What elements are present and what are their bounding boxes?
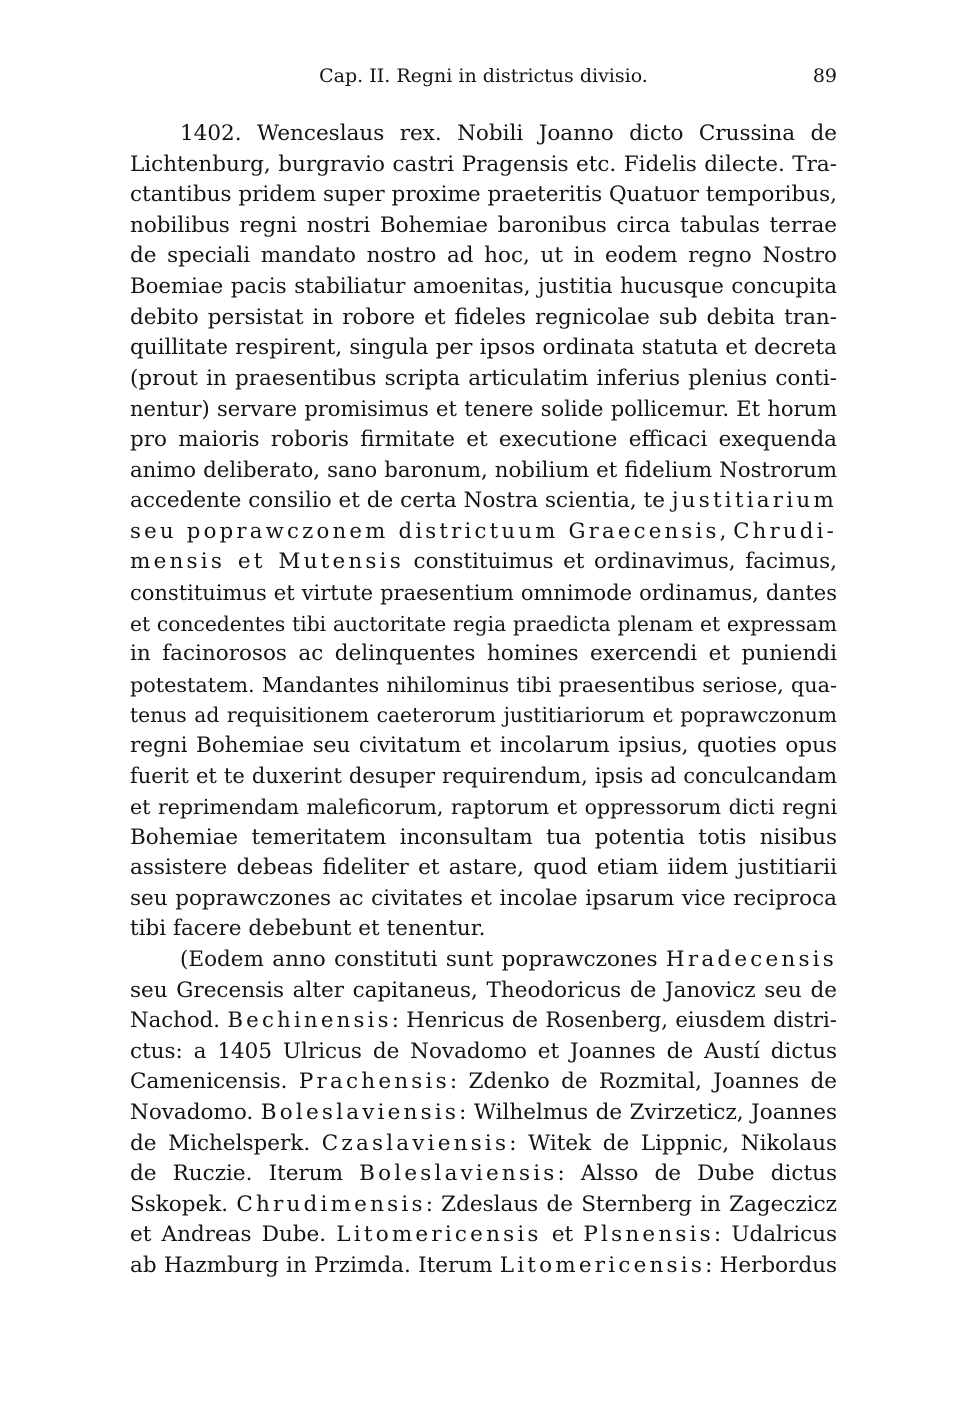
running-head xyxy=(130,62,837,90)
text-line xyxy=(130,1129,837,1160)
text-run: Sskopek. xyxy=(130,1191,237,1217)
spaced-term: mensis et Mutensis xyxy=(130,549,404,575)
text-line: constituimus et virtute praesentium omnimode ordinamus, dantes xyxy=(130,580,837,605)
text-line xyxy=(130,945,837,976)
text-line: Boemiae pacis stabiliatur amoenitas, justitia hucusque concupita xyxy=(130,273,837,299)
text-line: debito persistat in robore et fideles regnicolae sub debita tran- xyxy=(130,304,837,330)
text-line: nobilibus regni nostri Bohemiae baronibus circa tabulas terrae xyxy=(130,212,837,238)
text-line: Lichtenburg, burgravio castri Pragensis etc. Fidelis dilecte. Tra- xyxy=(130,151,837,177)
text-line xyxy=(130,1067,837,1098)
spaced-term: seu poprawczonem districtuum Graecensis xyxy=(130,518,720,544)
text-line: de speciali mandato nostro ad hoc, ut in eodem regno Nostro xyxy=(130,243,837,269)
text-line: quillitate respirent, singula per ipsos ordinata statuta et decreta xyxy=(130,335,837,361)
text-line: seu poprawczones ac civitates et incolae ipsarum vice reciproca xyxy=(130,885,837,911)
text-line xyxy=(130,517,837,548)
text-run: : Zdenko de Rozmital, Joannes de xyxy=(449,1069,838,1095)
text-run: : Wilhelmus de Zvirzeticz, Joannes xyxy=(459,1100,837,1125)
spaced-term: Boleslaviensis xyxy=(260,1100,460,1125)
charter-paragraph xyxy=(130,119,837,945)
text-run: et Andreas Dube. xyxy=(130,1222,337,1248)
text-run: et xyxy=(541,1222,584,1248)
text-run: , xyxy=(719,518,734,544)
spaced-term: Litomericensis xyxy=(336,1222,542,1248)
text-run: constituimus et ordinavimus, facimus, xyxy=(403,549,837,575)
text-line xyxy=(130,1190,837,1221)
spaced-term: Boleslaviensis xyxy=(359,1161,558,1187)
text-line: et concedentes tibi auctoritate regia praedicta plenam et expressam xyxy=(130,611,837,636)
spaced-term: Chrudi- xyxy=(733,518,837,544)
text-run: : Udalricus xyxy=(713,1222,837,1248)
text-run: Nachod. xyxy=(130,1008,228,1034)
text-line: potestatem. Mandantes nihilominus tibi praesentibus seriose, qua- xyxy=(130,672,837,697)
spaced-term: justitiarium xyxy=(671,488,837,514)
spaced-term: Czaslaviensis xyxy=(321,1130,510,1156)
text-line: nentur) servare promisimus et tenere solide pollicemur. Et horum xyxy=(130,397,837,422)
text-run: Camenicensis. xyxy=(130,1069,299,1095)
text-run: : Witek de Lippnic, Nikolaus xyxy=(509,1130,837,1156)
text-line: assistere debeas fideliter et astare, quod etiam iidem justitiarii xyxy=(130,855,837,881)
text-line xyxy=(130,1006,837,1037)
note-paragraph xyxy=(130,945,837,1282)
text-line: 1402. Wenceslaus rex. Nobili Joanno dicto Crussina de xyxy=(180,121,837,146)
spaced-term: Prachensis xyxy=(298,1069,450,1095)
text-line xyxy=(130,547,837,578)
text-line: seu Grecensis alter capitaneus, Theodoricus de Janovicz seu de xyxy=(130,977,837,1003)
text-line: ctantibus pridem super proxime praeteritis Quatuor temporibus, xyxy=(130,182,837,208)
text-run: de Ruczie. Iterum xyxy=(130,1161,360,1187)
running-title: Cap. II. Regni in districtus divisio. xyxy=(319,65,648,87)
text-line: (prout in praesentibus scripta articulatim inferius plenius conti- xyxy=(130,365,837,391)
text-run: de Michelsperk. xyxy=(130,1130,322,1156)
text-line xyxy=(130,1251,837,1282)
text-line: pro maioris roboris firmitate et executione efficaci exequenda xyxy=(130,426,837,452)
text-run: Novadomo. xyxy=(130,1100,261,1125)
text-run: : Herbordus xyxy=(705,1252,837,1278)
spaced-term: Chrudimensis xyxy=(236,1191,426,1217)
text-line: fuerit et te duxerint desuper requirendum, ipsis ad conculcandam xyxy=(130,764,837,789)
text-run: ab Hazmburg in Przimda. Iterum xyxy=(130,1252,500,1278)
spaced-term: Hradecensis xyxy=(665,947,837,973)
text-line: Bohemiae temeritatem inconsultam tua potentia totis nisibus xyxy=(130,824,837,850)
text-line: regni Bohemiae seu civitatum et incolarum ipsius, quoties opus xyxy=(130,732,837,758)
text-line xyxy=(130,1098,837,1129)
spaced-term: Bechinensis xyxy=(227,1008,392,1034)
text-run: : Zdeslaus de Sternberg in Zageczicz xyxy=(425,1191,837,1217)
body-text xyxy=(130,119,837,1282)
text-run: : Henricus de Rosenberg, eiusdem distri- xyxy=(391,1008,837,1034)
page-number: 89 xyxy=(812,65,837,87)
text-line: et reprimendam maleficorum, raptorum et oppressorum dicti regni xyxy=(130,795,837,820)
text-run: : Alsso de Dube dictus xyxy=(557,1161,837,1187)
text-line xyxy=(130,1159,837,1190)
text-line xyxy=(130,1220,837,1251)
text-line: tibi facere debebunt et tenentur. xyxy=(130,916,486,942)
text-run: (Eodem anno constituti sunt poprawczones xyxy=(180,947,666,973)
text-line: animo deliberato, sano baronum, nobilium et fidelium Nostrorum xyxy=(130,457,837,483)
text-line xyxy=(130,486,837,517)
text-run: accedente consilio et de certa Nostra scientia, te xyxy=(130,488,672,514)
text-line: ctus: a 1405 Ulricus de Novadomo et Joannes de Austí dictus xyxy=(130,1038,837,1064)
text-line: tenus ad requisitionem caeterorum justitiariorum et poprawczonum xyxy=(130,703,837,728)
spaced-term: Plsnensis xyxy=(583,1222,714,1248)
text-line: in facinorosos ac delinquentes homines exercendi et puniendi xyxy=(130,641,837,667)
spaced-term: Litomericensis xyxy=(499,1252,706,1278)
